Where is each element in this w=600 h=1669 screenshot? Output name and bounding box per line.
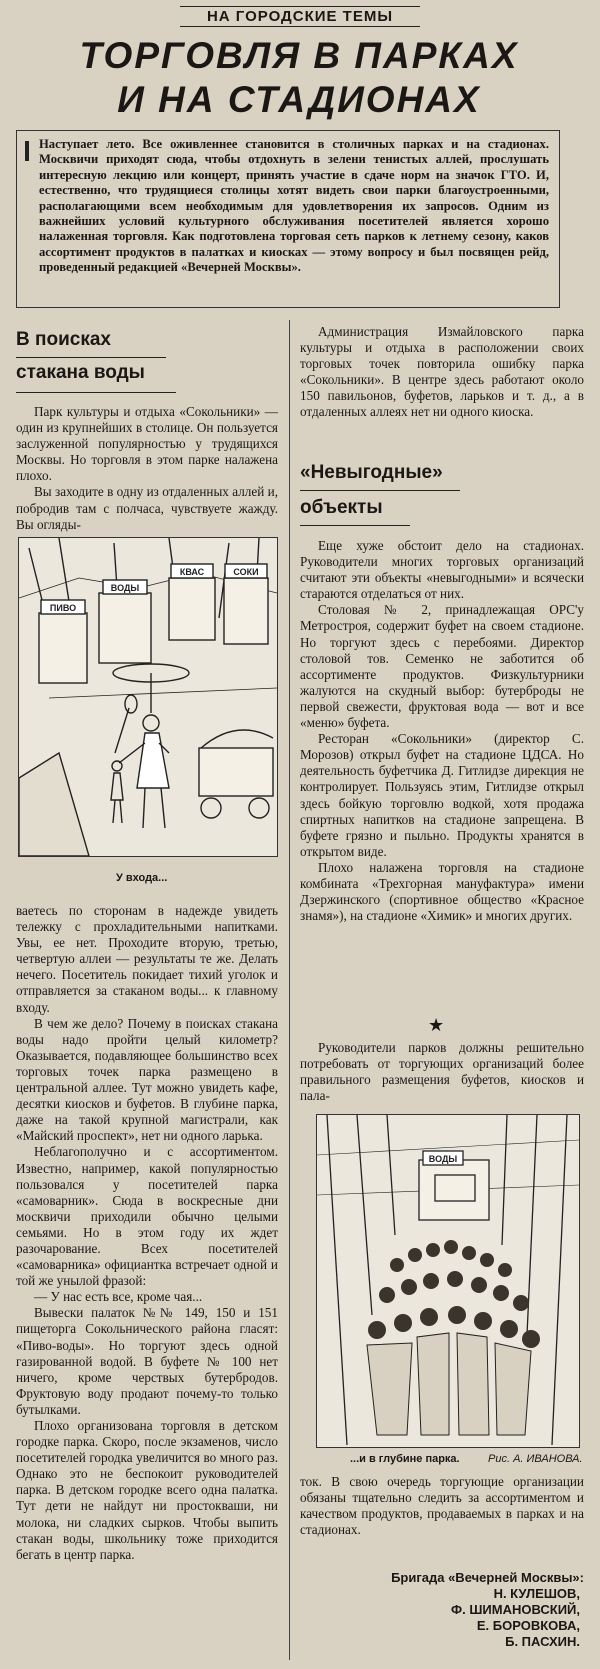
paragraph: Еще хуже обстоит дело на стадионах. Руководители многих торговых организаций считают эти объекты «невыгодными» и всячески стараются отделаться от них.: [300, 538, 584, 602]
section-rubric: НА ГОРОДСКИЕ ТЕМЫ: [180, 6, 420, 27]
kiosk-sign-text: КВАС: [179, 567, 205, 577]
article-headline: [16, 34, 582, 122]
kiosk-sign-text: ПИВО: [49, 603, 77, 613]
subhead-section-2-line-2: объекты: [300, 497, 383, 518]
paragraph: Вы заходите в одну из отдаленных аллей и, побродив там с полчаса, чувствуете жажду. Вы огляды-: [16, 484, 278, 532]
paragraph: Ресторан «Сокольники» (директор С. Морозов) открыл буфет на стадионе ЦДСА. Но деятельность буфетчика Д. Гитлидзе дирекция не контролирует. Пользуясь этим, Гитлидзе открыл здесь бойкую торговлю водкой, хотя продажа спиртных напитков на стадионе запрещена. В буфете грязно и пыльно. Продукты хранятся в открытом виде.: [300, 731, 584, 859]
illustration-park-entrance: [18, 537, 278, 857]
paragraph: Руководители парков должны решительно потребовать от торгующих организаций более правильного размещения буфетов, киосков и пала-: [300, 1040, 584, 1104]
right-column-part-3: [300, 1040, 584, 1104]
subhead-rule: [300, 490, 460, 491]
paragraph: В чем же дело? Почему в поисках стакана воды надо пройти целый километр? Оказывается, подавляющее большинство всех торговых точек парка размещено в центральной аллее. Тут можно увидеть кафе, десятки киосков и буфетов. В глубине парка, даже на такой крупной магистрали, как «Майский проспект», нет ни одного ларька.: [16, 1015, 278, 1144]
kiosk-sign-text: ВОДЫ: [428, 1154, 458, 1164]
paragraph: Парк культуры и отдыха «Сокольники» — один из крупнейших в столице. Он пользуется заслуженной популярностью у трудящихся Москвы. Но торговля в этом парке налажена плохо.: [16, 404, 278, 484]
illustration-crowd-at-kiosk: [316, 1114, 580, 1448]
column-divider: [289, 320, 290, 1660]
subhead-section-1-line-2: стакана воды: [16, 362, 145, 383]
left-column-part-2: [16, 903, 278, 1563]
right-column-part-1: [300, 324, 584, 421]
subhead-rule: [16, 392, 176, 393]
subhead-rule: [300, 525, 410, 526]
paragraph: — У нас есть все, кроме чая...: [34, 1289, 203, 1305]
signature-title: Бригада «Вечерней Москвы»:: [391, 1570, 584, 1585]
park-entrance-drawing: [19, 538, 277, 856]
crowd-drawing: [317, 1115, 579, 1447]
right-column-part-2: [300, 538, 584, 924]
paragraph: ток. В свою очередь торгующие организации обязаны тщательно следить за ассортиментом и качеством продуктов, продаваемых в парках и на стадионах.: [300, 1474, 584, 1538]
paragraph: ваетесь по сторонам в надежде увидеть тележку с прохладительными напитками. Увы, ее нет. Проходите вторую, третью, четвертую аллеи — результаты те же. Делать нечего. Посетитель покидает тихий уголок и отправляется за стаканом воды... к главному входу.: [16, 903, 278, 1015]
signature-name: Н. КУЛЕШОВ,: [493, 1586, 580, 1601]
lead-paragraph: Наступает лето. Все оживленнее становится в столичных парках и на стадионах. Москвичи приходят сюда, чтобы отдохнуть в зелени тенистых аллей, прослушать интересную лекцию или концерт, принять участие в сдаче норм на значок ГТО. И, естественно, что трудящиеся столицы хотят видеть свои парки благоустроенными, располагающими всем необходимым для удовлетворения их запросов. Одним из важнейших условий культурного обслуживания посетителей является хорошо налаженная торговля. Как подготовлена торговая сеть парков к летнему сезону, каков ассортимент продуктов в палатках и киосках — этому вопросу и был посвящен рейд, проведенный редакцией «Вечерней Москвы».: [16, 130, 560, 308]
paragraph: Плохо налажена торговля на стадионе комбината «Трехгорная мануфактура» имени Дзержинского (спортивное общество «Красное знамя»), на стадионе «Химик» и многих других.: [300, 859, 584, 924]
subhead-section-1-line-1: В поисках: [16, 329, 111, 350]
signature-name: Б. ПАСХИН.: [505, 1634, 580, 1649]
headline-line-2: И НА СТАДИОНАХ: [117, 79, 481, 120]
kiosk-sign-text: ВОДЫ: [110, 583, 140, 593]
left-column-part-1: [16, 404, 278, 533]
paragraph: Столовая № 2, принадлежащая ОРС'у Метростроя, содержит буфет на своем стадионе. Но торгуют здесь с перебоями. Директор столовой тов. Семенко не заботится об ассортименте продуктов. Физкультурники жалуются на скудный выбор: бутерброды не первой свежести, фруктовая вода — вот и все «меню» буфета.: [300, 602, 584, 731]
kiosk-sign-text: СОКИ: [233, 567, 259, 577]
paragraph: Вывески палаток №№ 149, 150 и 151 пищеторга Сокольнического района гласят: «Пиво-воды». Но торгуют здесь одной газированной водой. В буфете № 100 нет ничего, кроме черствых бутербродов. Фруктовую воду продают почему-то только бутылками.: [16, 1305, 278, 1417]
headline-line-1: ТОРГОВЛЯ В ПАРКАХ: [79, 35, 519, 76]
signature-name: Ф. ШИМАНОВСКИЙ,: [451, 1602, 580, 1617]
subhead-rule: [16, 357, 166, 358]
paragraph: Администрация Измайловского парка культуры и отдыха в расположении своих торговых точек повторила ошибку парка «Сокольники». В центре здесь работают около 150 павильонов, буфетов, ларьков и т. д., а в отдаленных аллеях нет ни одного киоска.: [300, 324, 584, 420]
article-signature: [300, 1570, 584, 1650]
paragraph: Неблагополучно и с ассортиментом. Известно, например, какой популярностью пользовался у посетителей парка «самоварник». Сюда в воскресные дни москвичи приходили обычно целыми семьями. Но в этом году их ждет разочарование. Всех посетителей «самоварника» официантка встречает одной и той же унылой фразой:: [16, 1144, 278, 1289]
subhead-section-2-line-1: «Невыгодные»: [300, 462, 443, 483]
illustration-caption: У входа...: [116, 872, 168, 884]
signature-name: Е. БОРОВКОВА,: [476, 1618, 580, 1633]
right-column-part-4: [300, 1474, 584, 1538]
illustration-credit: Рис. А. ИВАНОВА.: [488, 1453, 583, 1465]
section-star-separator: ★: [428, 1015, 445, 1035]
paragraph: Плохо организована торговля в детском городке парка. Скоро, после экзаменов, число посетителей городка увеличится во много раз. Однако это не беспокоит руководителей парка. В детском городке всего одна палатка. Тут дети не найдут ни простокваши, ни молока, ни сладких сырков. Чтобы выпить стакан воды, школьнику тоже приходится бегать в центр парка.: [16, 1418, 278, 1562]
illustration-caption: ...и в глубине парка.: [350, 1453, 460, 1465]
